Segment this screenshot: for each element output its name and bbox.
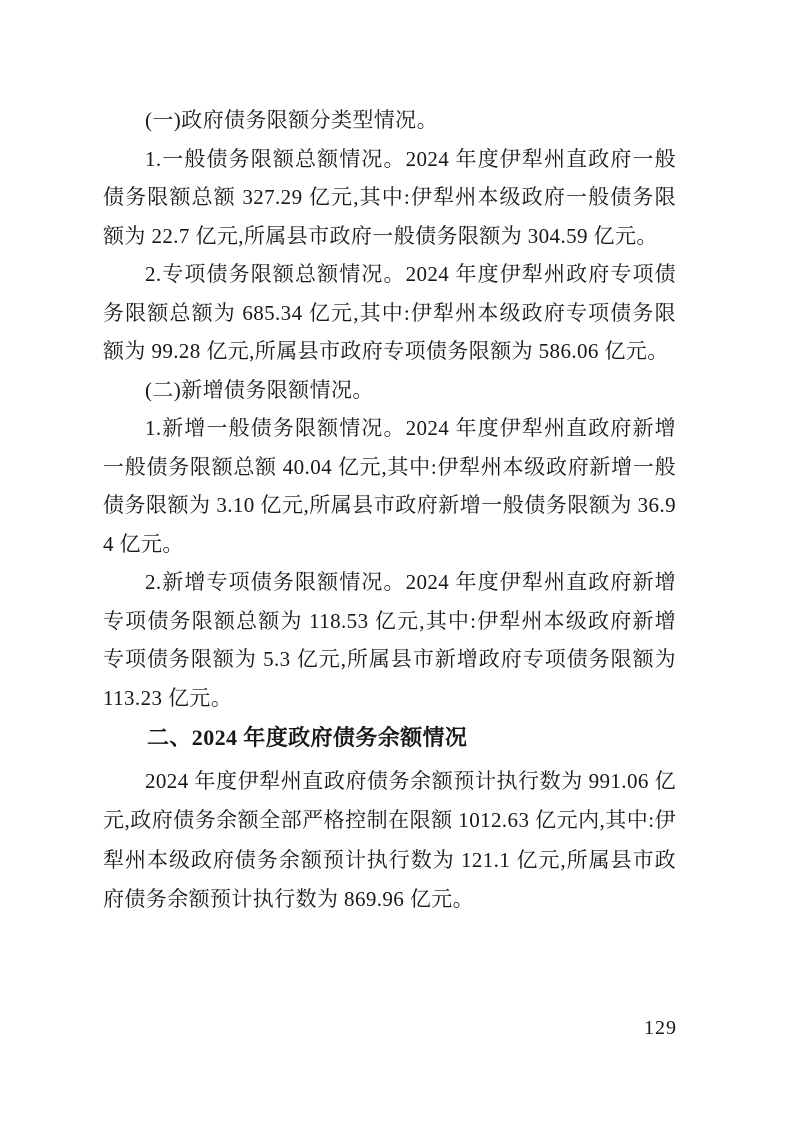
paragraph-general-debt-limit-total: 1.一般债务限额总额情况。2024 年度伊犁州直政府一般债务限额总额 327.29 亿元,其中:伊犁州本级政府一般债务限额为 22.7 亿元,所属县市政府一般债务限额为 304.59 亿元。: [103, 146, 676, 248]
paragraph-new-special-debt-limit: 2.新增专项债务限额情况。2024 年度伊犁州直政府新增专项债务限额总额为 118.53 亿元,其中:伊犁州本级政府新增专项债务限额为 5.3 亿元,所属县市新增政府专项债务限额为 113.23 亿元。: [103, 570, 676, 710]
section-heading-debt-balance-2024: 二、2024 年度政府债务余额情况: [147, 725, 468, 750]
document-body: [103, 101, 676, 920]
paragraph-new-general-debt-limit: 1.新增一般债务限额情况。2024 年度伊犁州直政府新增一般债务限额总额 40.04 亿元,其中:伊犁州本级政府新增一般债务限额为 3.10 亿元,所属县市政府新增一般债务限额为 36.94 亿元。: [103, 416, 676, 556]
page-number: 129: [644, 1017, 677, 1039]
subsection-heading-new-debt-limit: (二)新增债务限额情况。: [145, 377, 374, 402]
paragraph-special-debt-limit-total: 2.专项债务限额总额情况。2024 年度伊犁州政府专项债务限额总额为 685.34 亿元,其中:伊犁州本级政府专项债务限额为 99.28 亿元,所属县市政府专项债务限额为 586.06 亿元。: [103, 262, 676, 363]
subsection-heading-debt-limit-by-type: (一)政府债务限额分类型情况。: [145, 108, 438, 132]
paragraph-debt-balance-execution: 2024 年度伊犁州直政府债务余额预计执行数为 991.06 亿元,政府债务余额全部严格控制在限额 1012.63 亿元内,其中:伊犁州本级政府债务余额预计执行数为 121.1 亿元,所属县市政府债务余额预计执行数为 869.96 亿元。: [103, 768, 676, 911]
